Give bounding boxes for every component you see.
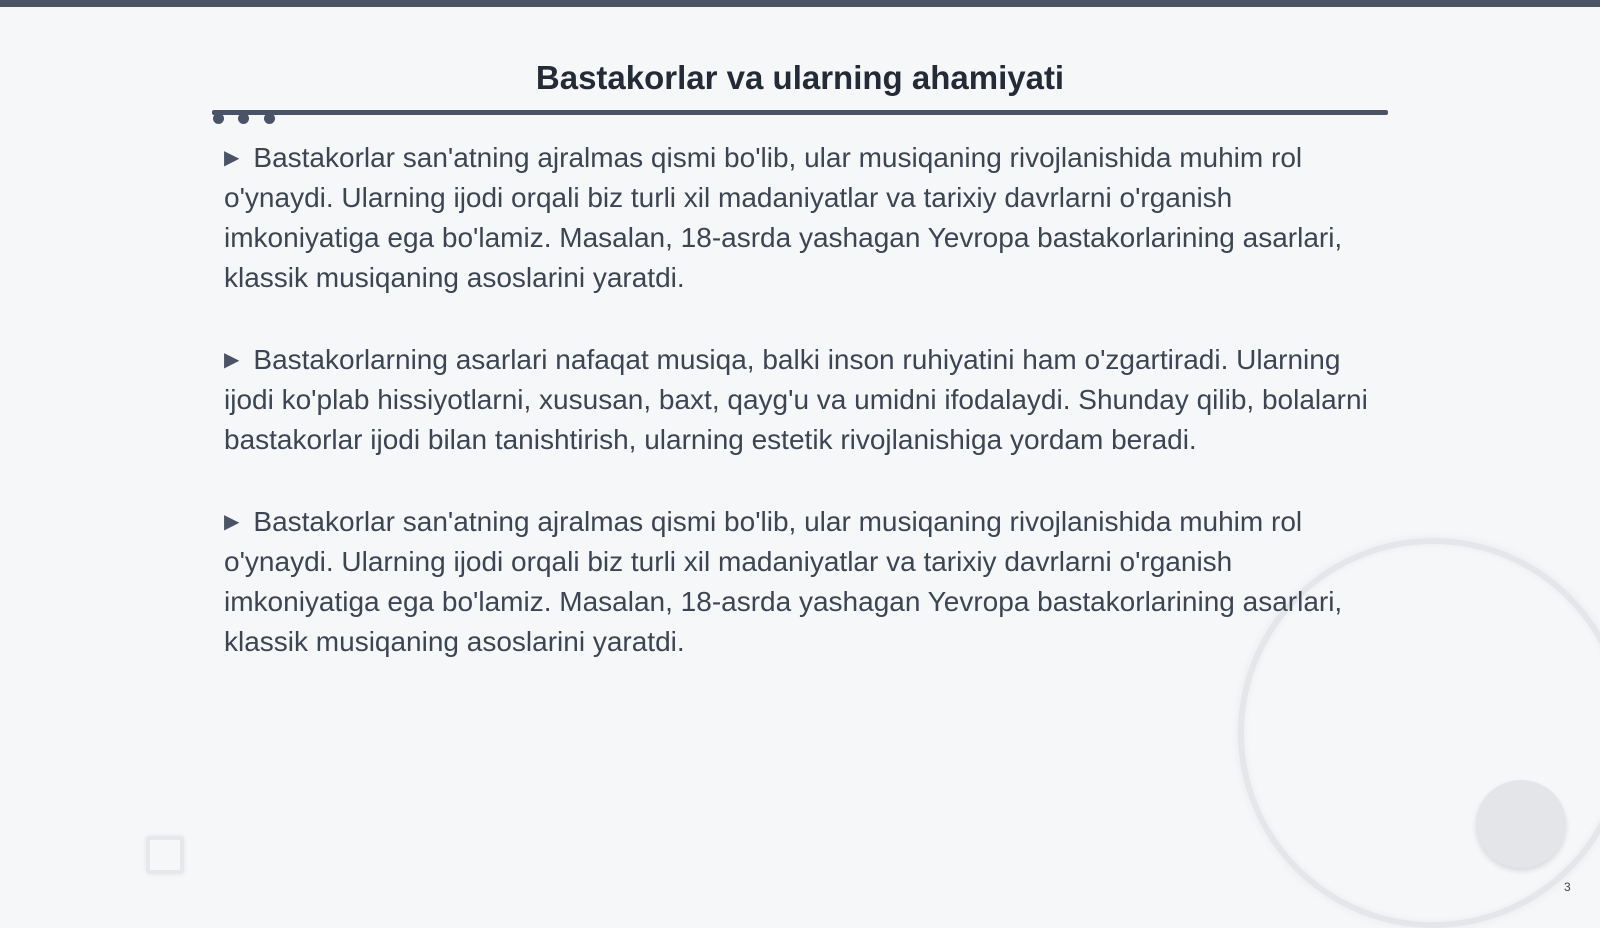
slide-body: [224, 138, 1384, 704]
page-number: 3: [1564, 880, 1571, 894]
paragraph-text: Bastakorlar san'atning ajralmas qismi bo'lib, ular musiqaning rivojlanishida muhim rol o'ynaydi. Ularning ijodi orqali biz turli xil madaniyatlar va tarixiy davrlarni o'rganish imkoniyatiga ega bo'lamiz. Masalan, 18-asrda yashagan Yevropa bastakorlarining asarlari, klassik musiqaning asoslarini yaratdi.: [224, 506, 1343, 657]
paragraph-text: Bastakorlarning asarlari nafaqat musiqa, balki inson ruhiyatini ham o'zgartiradi. Ularning ijodi ko'plab hissiyotlarni, xususan, baxt, qayg'u va umidni ifodalaydi. Shunday qilib, bolalarni bastakorlar ijodi bilan tanishtirish, ularning estetik rivojlanishiga yordam beradi.: [224, 344, 1368, 455]
underline-dot-1: [213, 113, 224, 124]
top-accent-band: [0, 0, 1600, 7]
decorative-disc: [1476, 780, 1566, 868]
title-underline: [212, 110, 1388, 115]
bullet-paragraph-1: [224, 138, 1384, 298]
bullet-paragraph-2: [224, 340, 1384, 460]
bullet-arrow-icon: ▶: [224, 511, 240, 533]
underline-dot-3: [264, 113, 275, 124]
paragraph-text: Bastakorlar san'atning ajralmas qismi bo'lib, ular musiqaning rivojlanishida muhim rol o'ynaydi. Ularning ijodi orqali biz turli xil madaniyatlar va tarixiy davrlarni o'rganish imkoniyatiga ega bo'lamiz. Masalan, 18-asrda yashagan Yevropa bastakorlarining asarlari, klassik musiqaning asoslarini yaratdi.: [224, 142, 1343, 293]
bullet-arrow-icon: ▶: [224, 349, 240, 371]
slide-title: Bastakorlar va ularning ahamiyati: [535, 59, 1065, 96]
underline-dot-2: [238, 113, 249, 124]
bullet-paragraph-3: [224, 502, 1384, 662]
bullet-arrow-icon: ▶: [224, 147, 240, 169]
decorative-square: [146, 836, 184, 874]
